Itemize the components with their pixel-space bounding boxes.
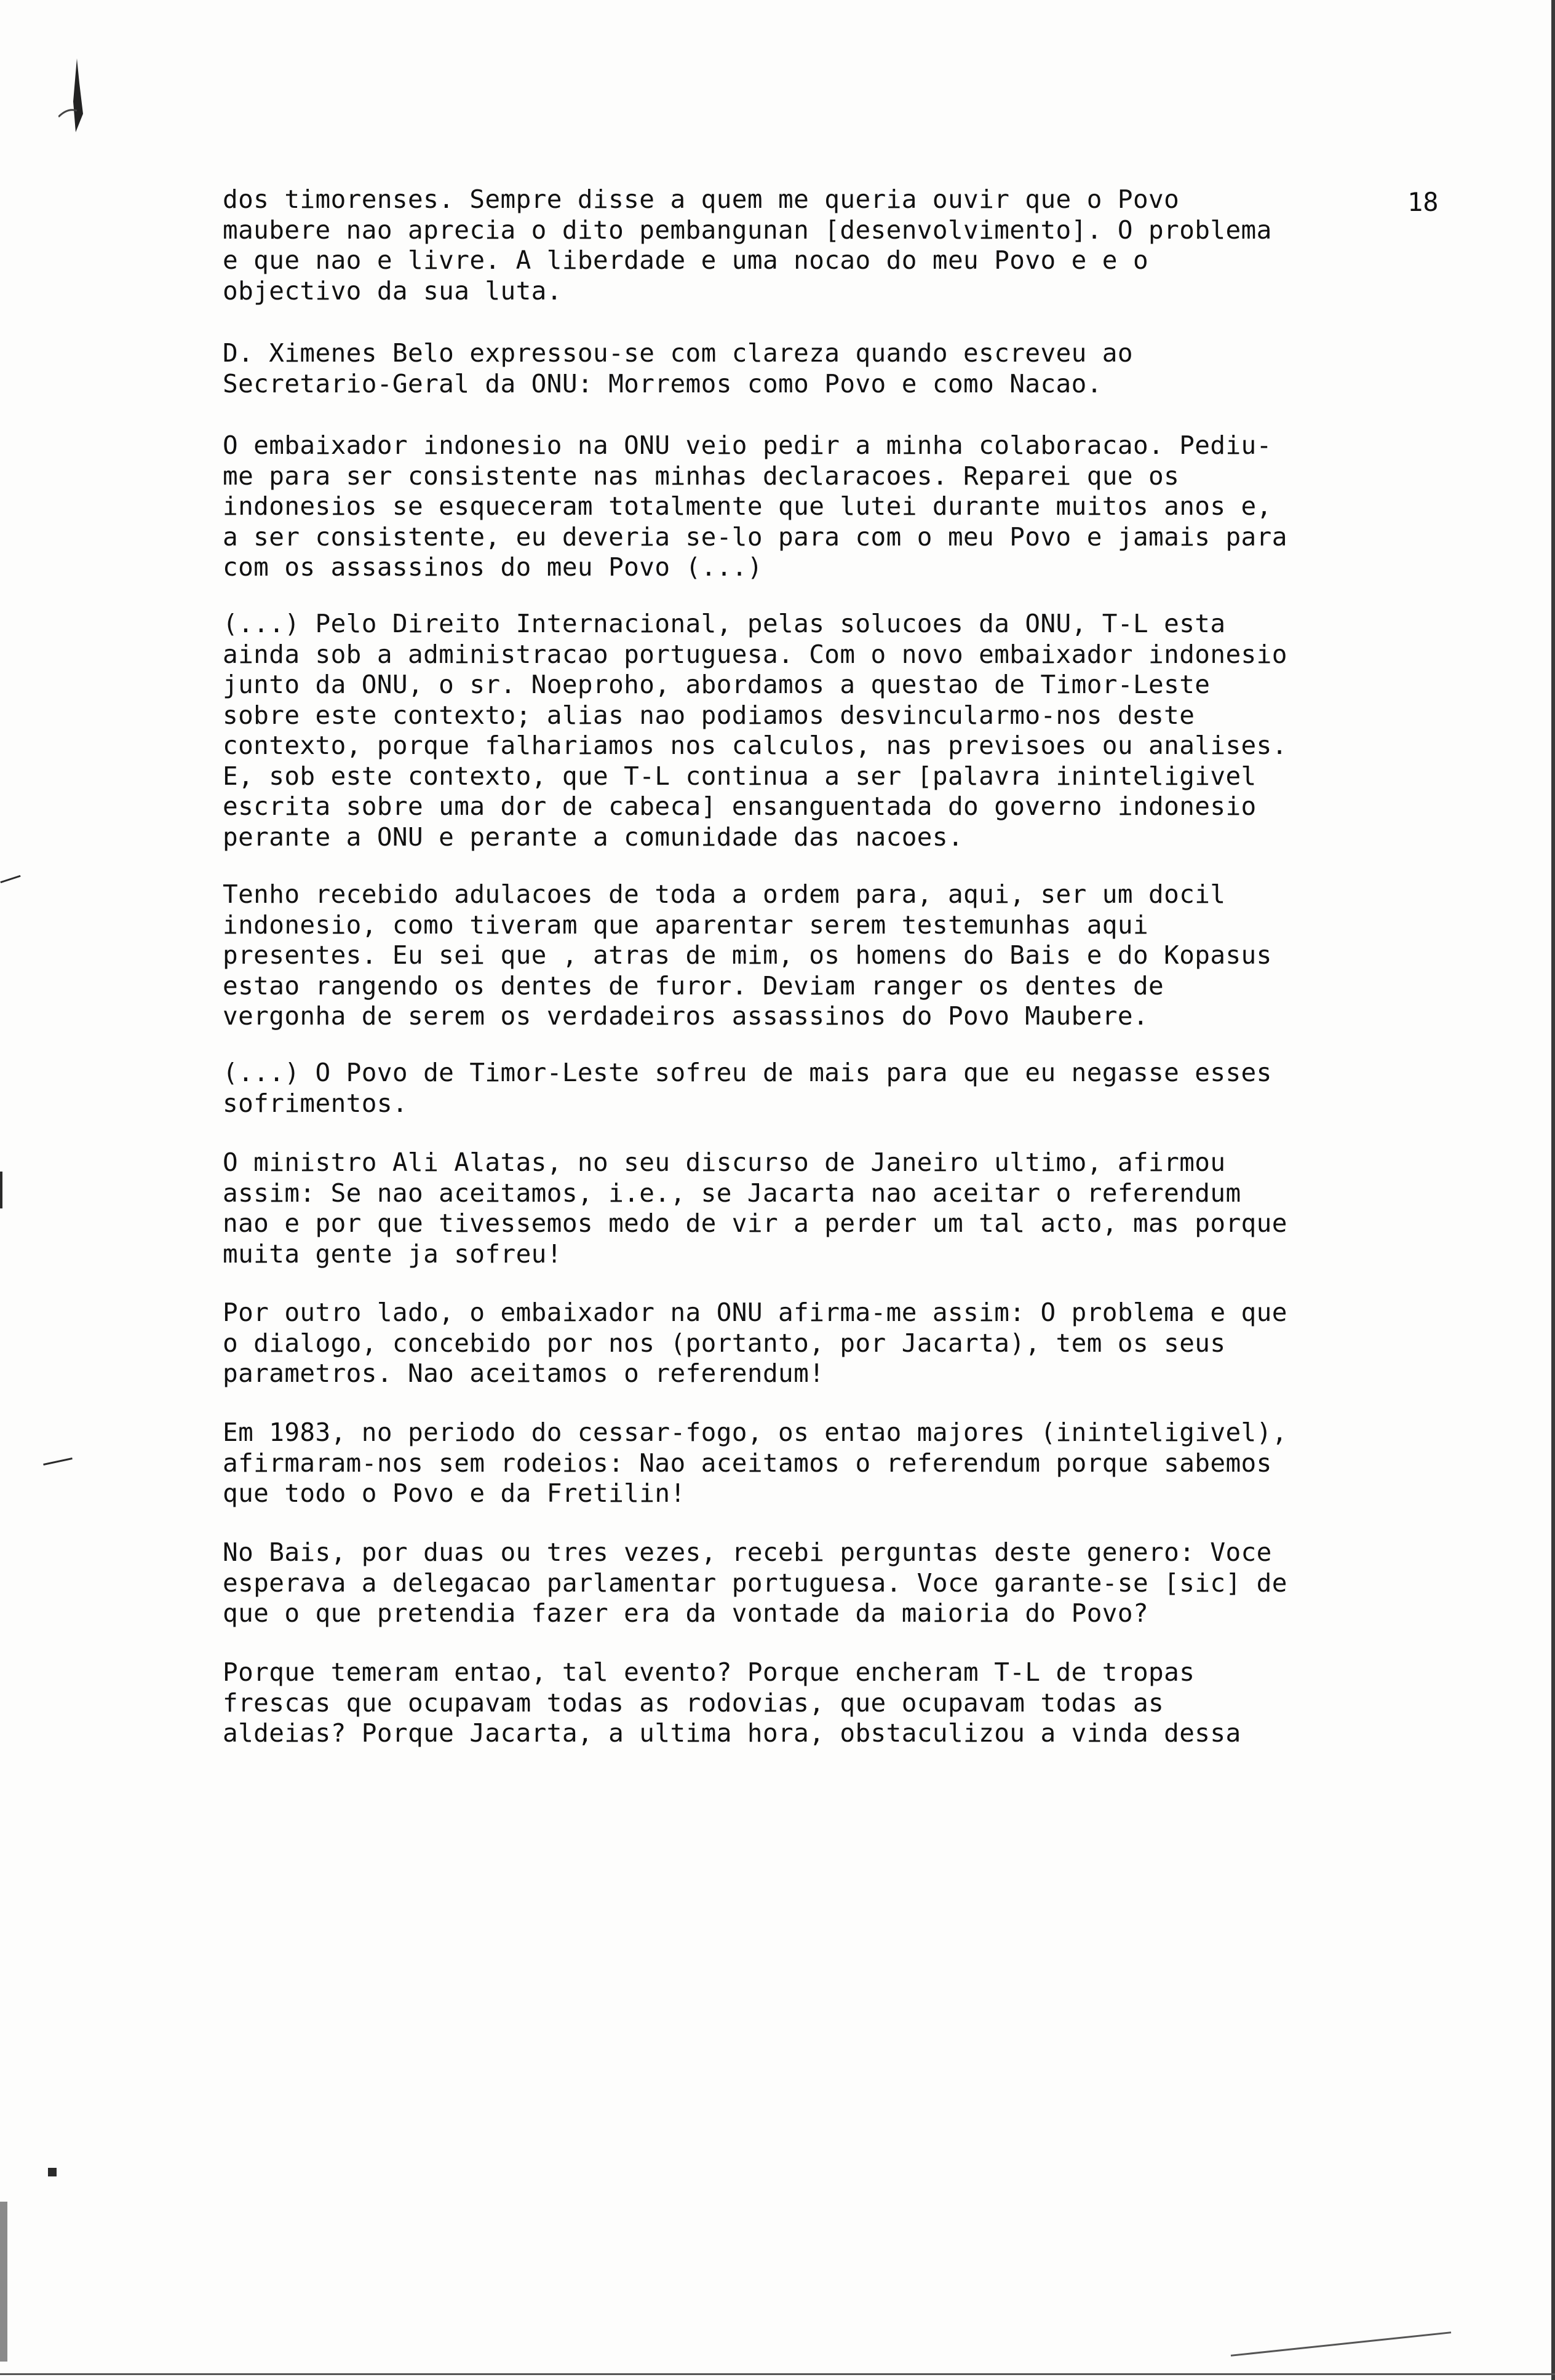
scan-artifact bbox=[43, 1458, 73, 1466]
paragraph-7 bbox=[223, 1148, 1287, 1269]
paragraph-2 bbox=[223, 338, 1133, 399]
text-line: D. Ximenes Belo expressou-se com clareza quando escreveu ao bbox=[223, 338, 1133, 368]
text-line: junto da ONU, o sr. Noeproho, abordamos a questao de Timor-Leste bbox=[223, 670, 1211, 699]
paragraph-10 bbox=[223, 1537, 1287, 1629]
paragraph-8 bbox=[223, 1298, 1287, 1389]
text-line: presentes. Eu sei que , atras de mim, os homens do Bais e do Kopasus bbox=[223, 940, 1272, 970]
text-line: contexto, porque falhariamos nos calculos, nas previsoes ou analises. bbox=[223, 731, 1287, 760]
paragraph-1 bbox=[223, 184, 1272, 306]
text-line: O embaixador indonesio na ONU veio pedir a minha colaboracao. Pediu- bbox=[223, 430, 1272, 460]
text-line: nao e por que tivessemos medo de vir a perder um tal acto, mas porque bbox=[223, 1208, 1287, 1238]
text-line: aldeias? Porque Jacarta, a ultima hora, obstaculizou a vinda dessa bbox=[223, 1718, 1241, 1748]
text-line: perante a ONU e perante a comunidade das nacoes. bbox=[223, 822, 964, 852]
text-line: E, sob este contexto, que T-L continua a ser [palavra ininteligivel bbox=[223, 761, 1257, 791]
text-line: assim: Se nao aceitamos, i.e., se Jacarta nao aceitar o referendum bbox=[223, 1178, 1241, 1208]
text-line: Secretario-Geral da ONU: Morremos como Povo e como Nacao. bbox=[223, 368, 1102, 399]
paragraph-9 bbox=[223, 1418, 1287, 1509]
text-line: sofrimentos. bbox=[223, 1088, 408, 1118]
text-line: Em 1983, no periodo do cessar-fogo, os entao majores (ininteligivel), bbox=[223, 1418, 1287, 1447]
paragraph-3 bbox=[223, 430, 1287, 583]
text-line: a ser consistente, eu deveria se-lo para com o meu Povo e jamais para bbox=[223, 522, 1287, 552]
text-line: afirmaram-nos sem rodeios: Nao aceitamos o referendum porque sabemos bbox=[223, 1448, 1272, 1478]
text-line: me para ser consistente nas minhas declaracoes. Reparei que os bbox=[223, 461, 1180, 491]
text-line: maubere nao aprecia o dito pembangunan [desenvolvimento]. O problema bbox=[223, 215, 1272, 245]
scan-artifact bbox=[0, 875, 20, 883]
scan-artifact bbox=[1231, 2331, 1451, 2357]
page-number: 18 bbox=[1407, 187, 1439, 217]
text-line: o dialogo, concebido por nos (portanto, por Jacarta), tem os seus bbox=[223, 1328, 1226, 1358]
paragraph-5 bbox=[223, 879, 1272, 1032]
text-line: dos timorenses. Sempre disse a quem me queria ouvir que o Povo bbox=[223, 184, 1180, 214]
page-edge bbox=[1551, 0, 1555, 2380]
text-line: indonesio, como tiveram que aparentar serem testemunhas aqui bbox=[223, 910, 1149, 940]
text-line: O ministro Ali Alatas, no seu discurso de Janeiro ultimo, afirmou bbox=[223, 1148, 1226, 1177]
scan-mark-icon bbox=[58, 58, 95, 132]
text-line: indonesios se esqueceram totalmente que lutei durante muitos anos e, bbox=[223, 491, 1272, 521]
text-line: (...) O Povo de Timor-Leste sofreu de mais para que eu negasse esses bbox=[223, 1058, 1272, 1087]
paragraph-6 bbox=[223, 1058, 1272, 1119]
paragraph-4 bbox=[223, 609, 1287, 852]
text-line: ainda sob a administracao portuguesa. Com o novo embaixador indonesio bbox=[223, 639, 1287, 669]
text-line: objectivo da sua luta. bbox=[223, 276, 562, 306]
scan-artifact bbox=[0, 2202, 7, 2362]
text-line: frescas que ocupavam todas as rodovias, que ocupavam todas as bbox=[223, 1688, 1164, 1718]
scan-artifact bbox=[0, 1172, 2, 1208]
text-line: esperava a delegacao parlamentar portuguesa. Voce garante-se [sic] de bbox=[223, 1568, 1287, 1598]
text-line: e que nao e livre. A liberdade e uma nocao do meu Povo e e o bbox=[223, 245, 1149, 275]
text-line: Por outro lado, o embaixador na ONU afirma-me assim: O problema e que bbox=[223, 1298, 1287, 1327]
text-line: vergonha de serem os verdadeiros assassinos do Povo Maubere. bbox=[223, 1001, 1149, 1031]
text-line: No Bais, por duas ou tres vezes, recebi perguntas deste genero: Voce bbox=[223, 1537, 1272, 1567]
text-line: sobre este contexto; alias nao podiamos desvincularmo-nos deste bbox=[223, 700, 1195, 730]
scan-artifact bbox=[48, 2168, 57, 2176]
text-line: estao rangendo os dentes de furor. Deviam ranger os dentes de bbox=[223, 970, 1164, 1001]
paragraph-11 bbox=[223, 1657, 1241, 1749]
text-line: escrita sobre uma dor de cabeca] ensanguentada do governo indonesio bbox=[223, 791, 1257, 821]
text-line: (...) Pelo Direito Internacional, pelas solucoes da ONU, T-L esta bbox=[223, 609, 1226, 638]
text-line: que o que pretendia fazer era da vontade da maioria do Povo? bbox=[223, 1598, 1149, 1628]
text-line: Porque temeram entao, tal evento? Porque encheram T-L de tropas bbox=[223, 1657, 1195, 1687]
text-line: muita gente ja sofreu! bbox=[223, 1239, 562, 1269]
text-line: Tenho recebido adulacoes de toda a ordem para, aqui, ser um docil bbox=[223, 879, 1226, 909]
page-edge bbox=[0, 2373, 1555, 2375]
text-line: parametros. Nao aceitamos o referendum! bbox=[223, 1359, 825, 1388]
text-line: que todo o Povo e da Fretilin! bbox=[223, 1478, 686, 1508]
text-line: com os assassinos do meu Povo (...) bbox=[223, 552, 763, 582]
